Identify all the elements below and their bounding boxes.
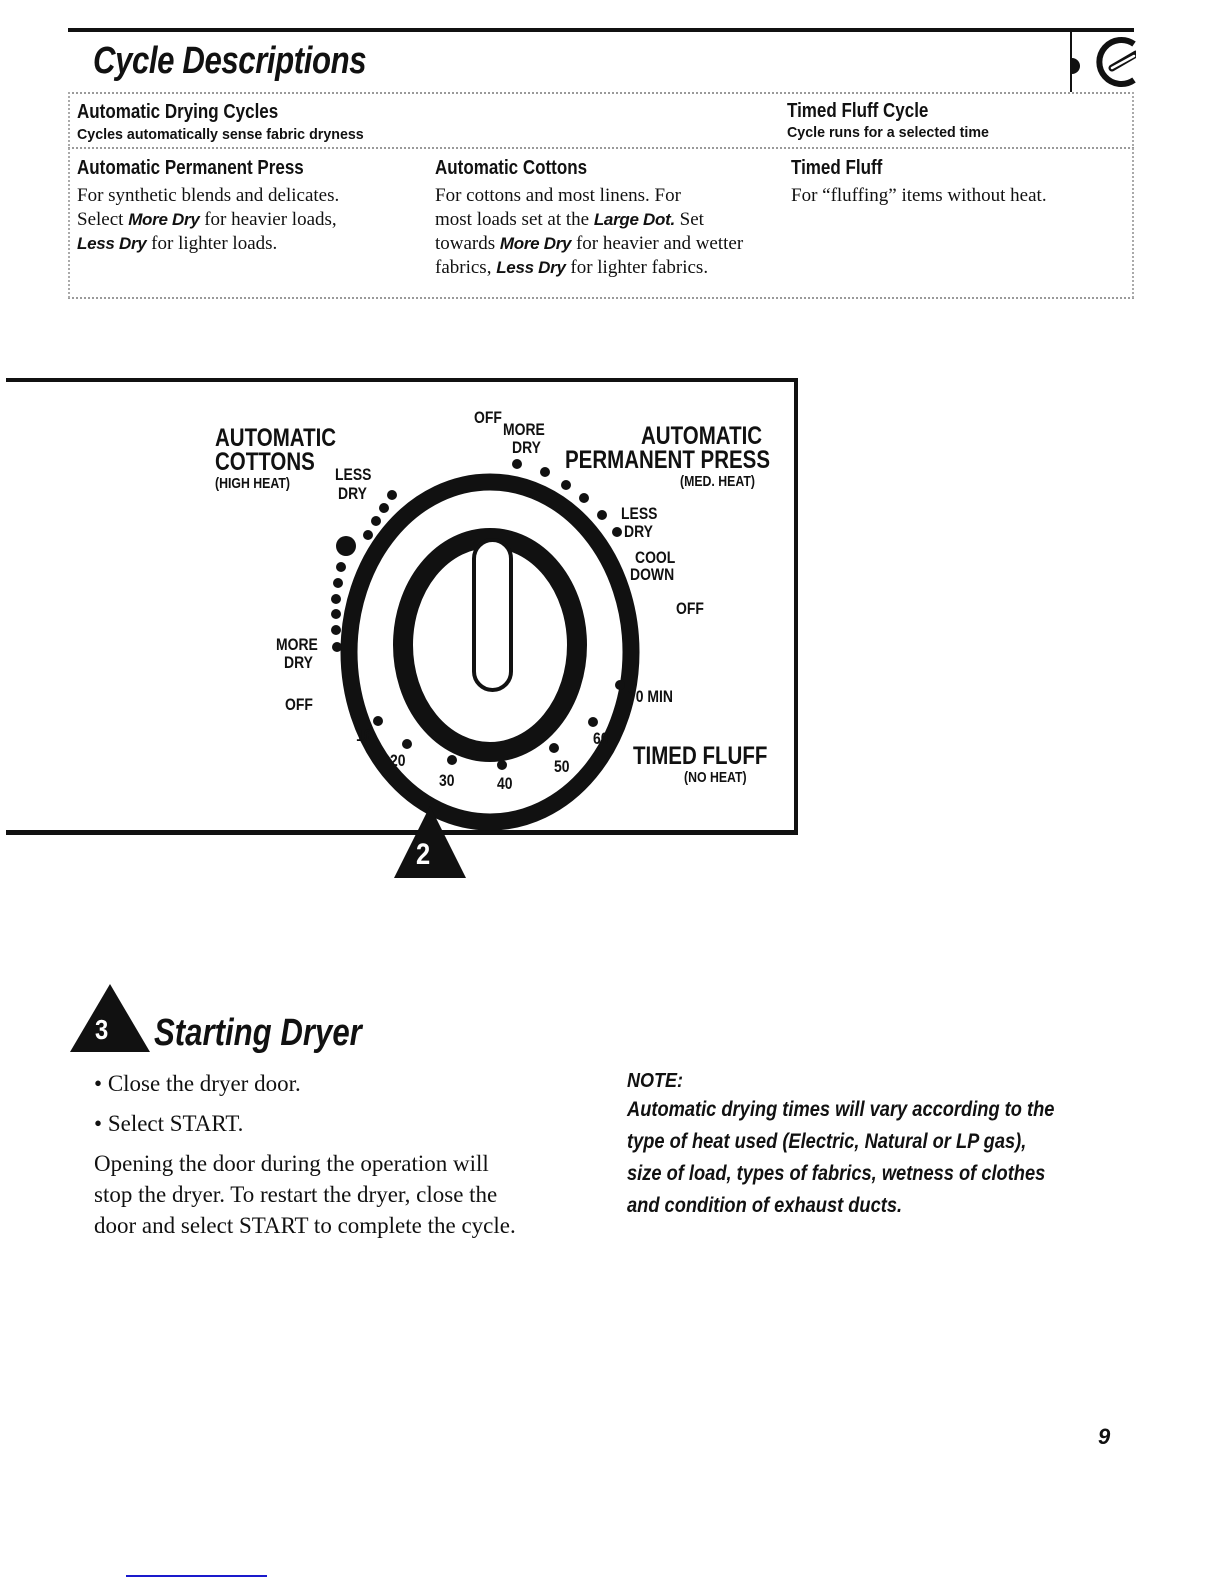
pp-cool-down-2: DOWN xyxy=(630,565,675,584)
fluff-tick-20: 20 xyxy=(390,751,406,770)
pp-dot xyxy=(540,467,550,477)
cottons-less-dry-1: LESS xyxy=(335,465,372,484)
pp-title-line2: PERMANENT PRESS xyxy=(565,446,771,474)
cottons-dot xyxy=(332,642,342,652)
page-number: 9 xyxy=(1098,1424,1111,1449)
cottons-dot xyxy=(379,503,389,513)
dial-knob-handle xyxy=(474,540,511,690)
fluff-dot-30 xyxy=(447,755,457,765)
fluff-tick-60: 60 xyxy=(593,729,609,748)
fluff-tick-10: 10 xyxy=(356,726,372,745)
section-title: Starting Dryer xyxy=(154,1012,362,1054)
cottons-dot xyxy=(331,625,341,635)
column-heading: Automatic Permanent Press xyxy=(77,157,304,179)
column-heading: Timed Fluff xyxy=(791,157,883,179)
cottons-title-line2: COTTONS xyxy=(215,448,315,476)
top-off: OFF xyxy=(474,408,502,427)
body-text: for lighter fabrics. xyxy=(565,257,709,278)
fluff-70-min: 70 MIN xyxy=(628,687,673,706)
pp-cool-down-1: COOL xyxy=(635,548,676,567)
body-text: most loads set at the xyxy=(435,209,594,230)
note-line: and condition of exhaust ducts. xyxy=(627,1194,903,1217)
cottons-more-dry-2: DRY xyxy=(284,653,313,672)
column-heading: Automatic Cottons xyxy=(435,157,588,179)
cottons-dot xyxy=(331,609,341,619)
emphasis-text: Less Dry xyxy=(496,258,566,277)
fluff-dot-60 xyxy=(588,717,598,727)
body-text: for heavier and wetter xyxy=(571,233,744,254)
fluff-title: TIMED FLUFF xyxy=(633,742,768,770)
pp-more-dry-2: DRY xyxy=(512,438,541,457)
timed-cycle-subheading: Cycle runs for a selected time xyxy=(787,124,989,141)
automatic-cycles-heading: Automatic Drying Cycles xyxy=(77,101,279,123)
timed-cycle-heading: Timed Fluff Cycle xyxy=(787,100,929,122)
bullet-text: Select START. xyxy=(107,1111,244,1136)
cottons-off: OFF xyxy=(285,695,313,714)
pp-heat: (MED. HEAT) xyxy=(680,473,755,490)
cottons-more-dry-1: MORE xyxy=(276,635,318,654)
automatic-cycles-subheading: Cycles automatically sense fabric dryness xyxy=(77,126,364,143)
body-text: For cottons and most linens. For xyxy=(435,185,681,206)
cottons-title-line1: AUTOMATIC xyxy=(215,424,337,452)
starting-paragraph xyxy=(94,1148,574,1241)
fluff-heat: (NO HEAT) xyxy=(684,769,747,786)
fluff-dot-20 xyxy=(402,739,412,749)
cottons-less-dry-2: DRY xyxy=(338,484,367,503)
fluff-tick-40: 40 xyxy=(497,774,513,793)
pp-dot xyxy=(561,480,571,490)
note-heading: NOTE: xyxy=(627,1070,683,1092)
emphasis-text: More Dry xyxy=(128,210,200,229)
bullet-item: • Close the dryer door. xyxy=(94,1071,301,1096)
paragraph-line: stop the dryer. To restart the dryer, close the xyxy=(94,1182,498,1207)
column-body xyxy=(791,184,1151,208)
emphasis-text: More Dry xyxy=(499,234,572,253)
pp-off: OFF xyxy=(676,599,704,618)
body-text: Select xyxy=(77,209,129,230)
cottons-dot xyxy=(371,516,381,526)
emphasis-text: Less Dry xyxy=(77,234,147,253)
pp-more-dry-1: MORE xyxy=(503,420,545,439)
cottons-dot xyxy=(331,594,341,604)
note-line: size of load, types of fabrics, wetness of clothes xyxy=(627,1162,1046,1185)
step-number: 2 xyxy=(416,838,431,871)
cottons-dot xyxy=(333,578,343,588)
step-marker-2 xyxy=(394,806,466,878)
cottons-heat: (HIGH HEAT) xyxy=(215,475,290,492)
fluff-dot-50 xyxy=(549,743,559,753)
column-timed-fluff xyxy=(791,157,1151,208)
fluff-dot-40 xyxy=(497,760,507,770)
note-line: Automatic drying times will vary according to the xyxy=(627,1098,1055,1121)
body-text: for heavier loads, xyxy=(199,209,337,230)
step-marker-3 xyxy=(70,984,150,1052)
dryer-dial-icon xyxy=(1070,28,1136,92)
paragraph-line: door and select START to complete the cycle. xyxy=(94,1213,516,1238)
paragraph-line: Opening the door during the operation will xyxy=(94,1151,489,1176)
pp-dot xyxy=(512,459,522,469)
cottons-dot xyxy=(363,530,373,540)
cottons-dot xyxy=(336,562,346,572)
triangle-icon xyxy=(70,984,150,1052)
page-title: Cycle Descriptions xyxy=(93,40,367,82)
fluff-tick-30: 30 xyxy=(439,771,455,790)
fluff-dot-10 xyxy=(373,716,383,726)
bullet-item: • Select START. xyxy=(94,1111,244,1136)
body-text: For “fluffing” items without heat. xyxy=(791,185,1047,206)
step-number: 3 xyxy=(95,1014,109,1045)
body-line xyxy=(791,184,1151,208)
note-body xyxy=(627,1094,1110,1222)
pp-dot xyxy=(612,527,622,537)
body-text: towards xyxy=(435,233,500,254)
pp-less-dry-1: LESS xyxy=(621,504,658,523)
body-text: For synthetic blends and delicates. xyxy=(77,185,340,206)
cottons-dot xyxy=(387,490,397,500)
pp-dot xyxy=(579,493,589,503)
fluff-dot-70 xyxy=(615,680,625,690)
cottons-large-dot xyxy=(336,536,356,556)
body-text: fabrics, xyxy=(435,257,497,278)
pp-dot xyxy=(597,510,607,520)
fluff-tick-50: 50 xyxy=(554,757,570,776)
body-text: for lighter loads. xyxy=(146,233,278,254)
pp-less-dry-2: DRY xyxy=(624,522,653,541)
pp-title-line1: AUTOMATIC xyxy=(641,422,763,450)
note-line: type of heat used (Electric, Natural or LP gas), xyxy=(627,1130,1027,1153)
bullet-text: Close the dryer door. xyxy=(107,1071,301,1096)
body-text: Set xyxy=(674,209,704,230)
footer-link-underline xyxy=(126,1575,267,1577)
emphasis-text: Large Dot. xyxy=(593,210,675,229)
